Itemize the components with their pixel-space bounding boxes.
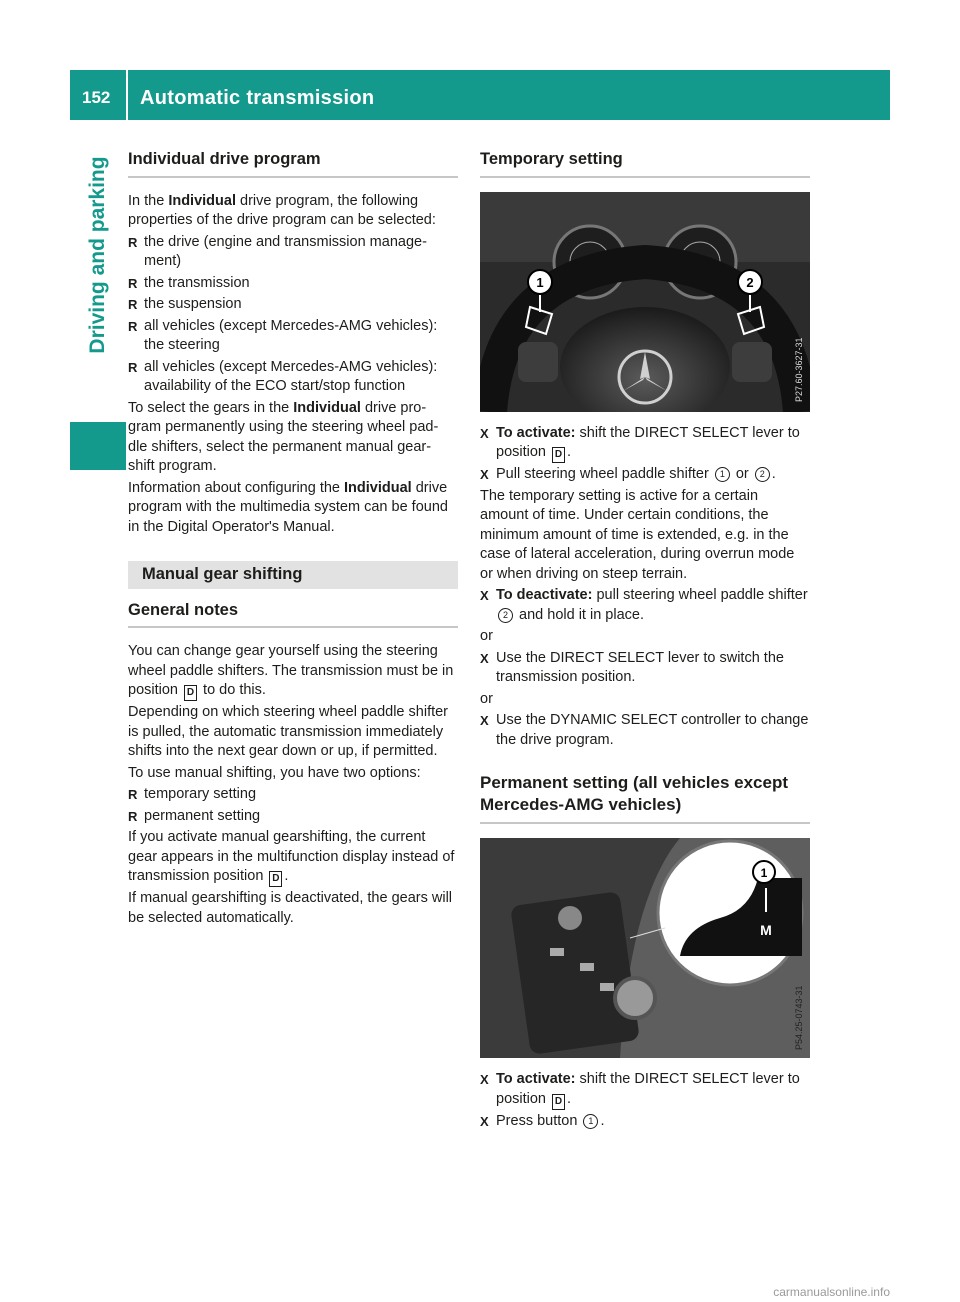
list-item: R temporary setting	[128, 785, 458, 805]
list-item: R all vehicles (except Mercedes-AMG vehicles): the steering	[128, 317, 458, 356]
center-console-figure	[480, 838, 810, 1058]
m-button-label: M	[760, 922, 772, 938]
individual-para2: To select the gears in the Individual drive pro- gram permanently using the steering wheel pad- dle shifters, select the permanent manual gear- shift program.	[128, 399, 439, 474]
temporary-step-activate: X To activate: shift the DIRECT SELECT lever to position D .	[480, 424, 810, 464]
callout-1-symbol: 1	[715, 467, 730, 482]
callout-1-label: 1	[760, 866, 768, 880]
position-d-symbol: D	[552, 1094, 565, 1110]
steering-wheel-illustration	[480, 192, 810, 412]
position-d-symbol: D	[269, 871, 282, 887]
position-d-symbol: D	[184, 685, 197, 701]
temporary-heading: Temporary setting	[480, 150, 810, 178]
manual-p3: To use manual shifting, you have two options:	[128, 764, 421, 781]
callout-2-symbol: 2	[755, 467, 770, 482]
manual-p2: Depending on which steering wheel paddle shifter is pulled, the automatic transmission immediately shifts into the next gear down or up, if permitted.	[128, 704, 449, 759]
temporary-step-direct-select: X Use the DIRECT SELECT lever to switch the transmission position.	[480, 649, 810, 688]
individual-intro: In the Individual drive program, the following properties of the drive program can be selected:	[128, 192, 436, 228]
manual-p4: If you activate manual gearshifting, the current gear appears in the multifunction display instead of transmission position D .	[128, 828, 458, 887]
temporary-step-dynamic-select: X Use the DYNAMIC SELECT controller to change the drive program.	[480, 711, 810, 750]
or-text: or	[480, 628, 493, 644]
side-tab-label: Driving and parking	[86, 156, 109, 354]
position-d-symbol: D	[552, 447, 565, 463]
temporary-step-deactivate: X To deactivate: pull steering wheel paddle shifter 2 and hold it in place.	[480, 586, 810, 625]
page-title: Automatic transmission	[140, 87, 375, 109]
watermark: carmanualsonline.info	[773, 1285, 890, 1299]
list-item: R permanent setting	[128, 807, 458, 827]
left-column	[128, 150, 458, 930]
steering-wheel-figure	[480, 192, 810, 412]
list-item: R the transmission	[128, 274, 458, 294]
header-bar	[70, 70, 890, 120]
permanent-heading: Permanent setting (all vehicles except Mercedes-AMG vehicles)	[480, 772, 810, 824]
individual-heading: Individual drive program	[128, 150, 458, 178]
figure-code: P27.60-3627-31	[794, 336, 804, 402]
callout-1-label: 1	[536, 274, 544, 290]
manual-gear-shifting-band: Manual gear shifting	[128, 561, 458, 589]
manual-p5: If manual gearshifting is deactivated, the gears will be selected automatically.	[128, 890, 453, 926]
center-console-illustration	[480, 838, 810, 1058]
callout-2-symbol: 2	[498, 608, 513, 623]
temporary-p1: The temporary setting is active for a certain amount of time. Under certain conditions, the minimum amount of time is extended, e.g. in the case of lateral acceleration, during overrun mode or when driving on steep terrain.	[480, 487, 795, 582]
permanent-step-activate: X To activate: shift the DIRECT SELECT lever to position D .	[480, 1070, 810, 1110]
figure-code: P54.25-0743-31	[794, 985, 804, 1050]
side-marker	[70, 422, 126, 470]
callout-2-label: 2	[746, 274, 754, 290]
header-divider	[126, 70, 128, 120]
or-text: or	[480, 690, 493, 707]
callout-1-symbol: 1	[583, 1114, 598, 1129]
list-item: R the drive (engine and transmission manage- ment)	[128, 233, 458, 272]
manual-p1: You can change gear yourself using the steering wheel paddle shifters. The transmission must be in position D to do this.	[128, 642, 458, 701]
general-notes-heading: General notes	[128, 601, 458, 629]
right-column	[480, 150, 810, 1133]
side-tab	[70, 120, 126, 390]
list-item: R all vehicles (except Mercedes-AMG vehicles): availability of the ECO start/stop function	[128, 358, 458, 397]
permanent-step-press: X Press button 1 .	[480, 1112, 810, 1132]
temporary-step-pull: X Pull steering wheel paddle shifter 1 or 2 .	[480, 465, 810, 485]
individual-para3: Information about configuring the Individual drive program with the multimedia system can be found in the Digital Operator's Manual.	[128, 479, 448, 535]
list-item: R the suspension	[128, 295, 458, 315]
page-number: 152	[82, 88, 111, 107]
